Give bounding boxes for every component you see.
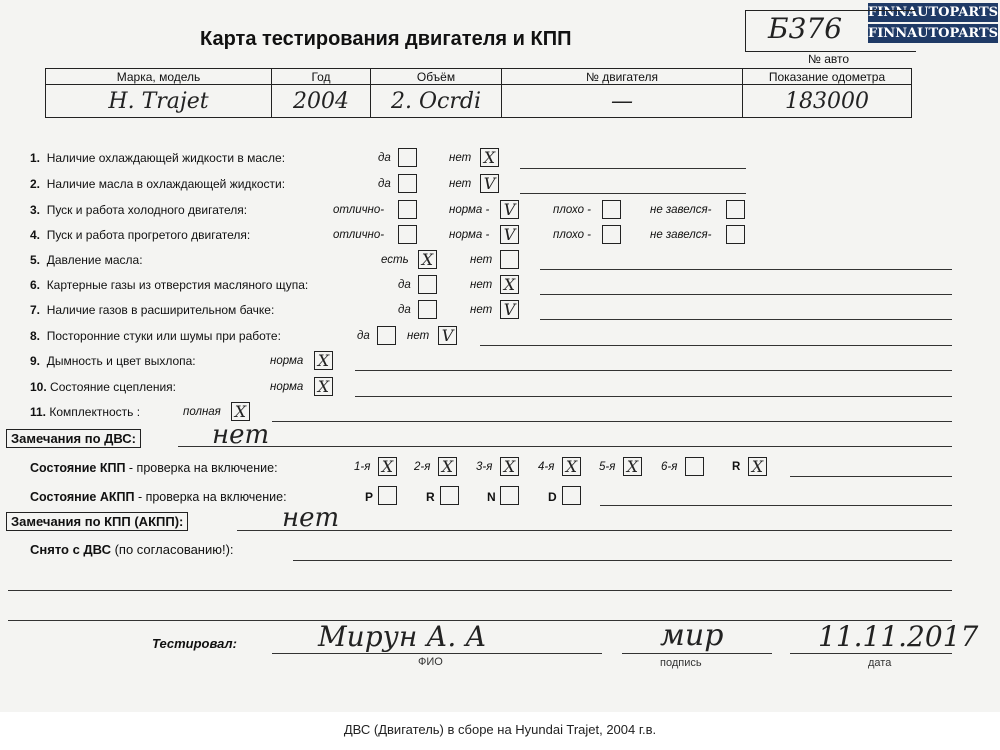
note-line <box>272 421 952 422</box>
opt-label: плохо - <box>553 204 591 216</box>
item-6: 6. Картерные газы из отверстия масляного щупа: <box>30 278 309 292</box>
value-make-model: H. Trajet <box>46 85 272 118</box>
col-engine-number: № двигателя <box>502 69 743 85</box>
vehicle-header-table <box>45 68 912 118</box>
value-odometer: 183000 <box>743 85 912 118</box>
check-mark: X <box>503 275 516 294</box>
checkbox-item-7-yes[interactable] <box>418 300 437 319</box>
opt-label: нет <box>470 304 493 316</box>
value-volume: 2. Ocrdi <box>371 85 502 118</box>
note-line <box>293 560 952 561</box>
check-mark: X <box>626 457 639 476</box>
value-engine-number: — <box>502 85 743 118</box>
auto-gearbox-label: Состояние АКПП - проверка на включение: <box>30 490 287 504</box>
checkbox-item-4-nostart[interactable] <box>726 225 745 244</box>
note-line <box>355 370 952 371</box>
check-mark: X <box>317 351 330 370</box>
checkbox-item-3-excellent[interactable] <box>398 200 417 219</box>
check-mark: X <box>483 148 496 167</box>
checkbox-gear-6[interactable] <box>685 457 704 476</box>
col-year: Год <box>272 69 371 85</box>
card-title: Карта тестирования двигателя и КПП <box>200 28 572 50</box>
note-line <box>540 294 952 295</box>
opt-label: не завелся- <box>650 229 712 241</box>
opt-label: нет <box>449 178 472 190</box>
check-mark: X <box>751 457 764 476</box>
note-line <box>600 505 952 506</box>
gear-label: 1-я <box>354 461 371 473</box>
date-label: дата <box>868 657 892 669</box>
fio-label: ФИО <box>418 656 443 668</box>
check-mark: X <box>234 402 247 421</box>
col-odometer: Показание одометра <box>743 69 912 85</box>
tester-name: Мирун А. А <box>318 620 487 653</box>
col-make-model: Марка, модель <box>46 69 272 85</box>
note-line <box>8 590 952 591</box>
image-caption: ДВС (Двигатель) в сборе на Hyundai Trajet, 2004 г.в. <box>343 722 657 737</box>
opt-label: отлично- <box>333 204 385 216</box>
note-line <box>178 446 952 447</box>
checkbox-mode-n[interactable] <box>500 486 519 505</box>
remarks-engine-label: Замечания по ДВС: <box>6 429 141 448</box>
checkbox-item-4-excellent[interactable] <box>398 225 417 244</box>
signature-label: подпись <box>660 657 702 669</box>
item-10: 10. Состояние сцепления: <box>30 380 176 394</box>
check-mark: V <box>503 225 516 244</box>
opt-label: норма - <box>449 204 490 216</box>
tester-signature: мир <box>660 618 724 653</box>
item-4: 4. Пуск и работа прогретого двигателя: <box>30 228 251 242</box>
opt-label: да <box>357 330 370 342</box>
note-line <box>790 476 952 477</box>
check-mark: V <box>503 300 516 319</box>
note-line <box>540 319 952 320</box>
opt-label: полная <box>183 406 221 418</box>
note-line <box>480 345 952 346</box>
car-number-label: № авто <box>808 52 850 66</box>
mode-label: P <box>365 490 374 504</box>
opt-label: норма <box>270 381 304 393</box>
note-line <box>237 530 952 531</box>
gear-label: 6-я <box>661 461 678 473</box>
check-mark: V <box>503 200 516 219</box>
gear-label: 4-я <box>538 461 555 473</box>
note-line <box>520 168 746 169</box>
checkbox-mode-r[interactable] <box>440 486 459 505</box>
check-mark: X <box>441 457 454 476</box>
remarks-gearbox-value: нет <box>282 503 340 533</box>
doc-number: Б376 <box>768 12 843 45</box>
opt-label: да <box>378 152 391 164</box>
check-mark: V <box>441 326 454 345</box>
opt-label: норма <box>270 355 304 367</box>
remarks-gearbox-label: Замечания по КПП (АКПП): <box>6 512 188 531</box>
checkbox-item-3-bad[interactable] <box>602 200 621 219</box>
mode-label: R <box>426 490 435 504</box>
checkbox-item-3-nostart[interactable] <box>726 200 745 219</box>
opt-label: есть <box>381 254 409 266</box>
mode-label: N <box>487 490 496 504</box>
item-9: 9. Дымность и цвет выхлопа: <box>30 354 196 368</box>
checkbox-item-8-yes[interactable] <box>377 326 396 345</box>
item-8: 8. Посторонние стуки или шумы при работе: <box>30 329 281 343</box>
check-mark: X <box>565 457 578 476</box>
value-year: 2004 <box>272 85 371 118</box>
check-mark: X <box>503 457 516 476</box>
opt-label: нет <box>449 152 472 164</box>
gear-label: 3-я <box>476 461 493 473</box>
checkbox-item-2-yes[interactable] <box>398 174 417 193</box>
opt-label: плохо - <box>553 229 591 241</box>
removed-label: Снято с ДВС (по согласованию!): <box>30 542 234 557</box>
checkbox-item-1-yes[interactable] <box>398 148 417 167</box>
opt-label: не завелся- <box>650 204 712 216</box>
item-2: 2. Наличие масла в охлаждающей жидкости: <box>30 177 286 191</box>
note-line <box>355 396 952 397</box>
note-line <box>520 193 746 194</box>
checkbox-item-5-no[interactable] <box>500 250 519 269</box>
opt-label: норма - <box>449 229 490 241</box>
opt-label: нет <box>470 279 493 291</box>
check-mark: X <box>317 377 330 396</box>
opt-label: да <box>398 279 411 291</box>
signature-line <box>622 653 772 654</box>
test-date: 11.11.2017 <box>818 620 979 653</box>
check-mark: X <box>421 250 434 269</box>
name-line <box>272 653 602 654</box>
mode-label: D <box>548 490 557 504</box>
tested-by-label: Тестировал: <box>152 636 237 651</box>
item-5: 5. Давление масла: <box>30 253 143 267</box>
opt-label: да <box>398 304 411 316</box>
item-3: 3. Пуск и работа холодного двигателя: <box>30 203 248 217</box>
opt-label: да <box>378 178 391 190</box>
opt-label: отлично- <box>333 229 385 241</box>
opt-label: нет <box>407 330 430 342</box>
check-mark: V <box>483 174 496 193</box>
check-mark: X <box>381 457 394 476</box>
gearbox-label: Состояние КПП - проверка на включение: <box>30 461 278 475</box>
item-7: 7. Наличие газов в расширительном бачке: <box>30 303 275 317</box>
col-volume: Объём <box>371 69 502 85</box>
gear-label: 2-я <box>414 461 431 473</box>
item-1: 1. Наличие охлаждающей жидкости в масле: <box>30 151 286 165</box>
remarks-engine-value: нет <box>212 420 270 450</box>
note-line <box>540 269 952 270</box>
watermark-logo: FINNAUTOPARTS <box>868 5 999 20</box>
opt-label: нет <box>470 254 493 266</box>
checkbox-mode-d[interactable] <box>562 486 581 505</box>
watermark-logo-2: FINNAUTOPARTS <box>868 26 999 41</box>
gear-label: 5-я <box>599 461 616 473</box>
checkbox-item-4-bad[interactable] <box>602 225 621 244</box>
gear-label: R <box>732 461 741 473</box>
checkbox-item-6-yes[interactable] <box>418 275 437 294</box>
checkbox-mode-p[interactable] <box>378 486 397 505</box>
date-line <box>790 653 952 654</box>
item-11: 11. Комплектность : <box>30 405 141 419</box>
